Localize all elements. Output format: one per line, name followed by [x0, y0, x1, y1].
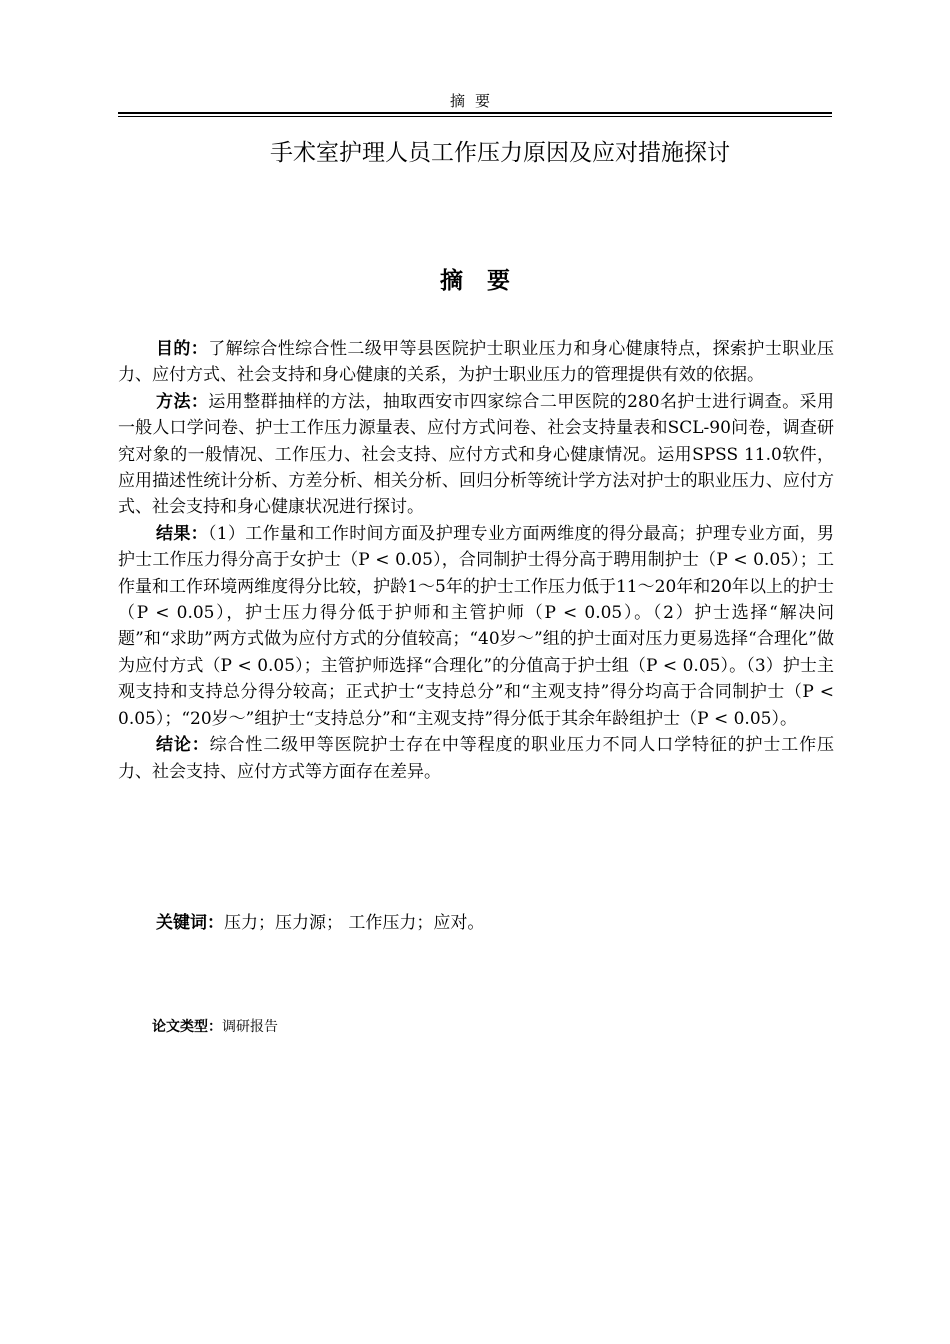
keywords-label: 关键词：	[156, 913, 224, 933]
keywords-line	[156, 910, 484, 936]
paper-type-label: 论文类型：	[152, 1019, 222, 1035]
paper-type-text: 调研报告	[222, 1019, 278, 1035]
objective-label: 目的：	[156, 339, 209, 359]
results-paragraph	[118, 521, 834, 732]
methods-label: 方法：	[156, 391, 209, 412]
results-label: 结果：	[156, 523, 208, 544]
header-rule-thin	[118, 116, 832, 117]
conclusion-label: 结论：	[156, 735, 210, 756]
results-text: （1）工作量和工作时间方面及护理专业方面两维度的得分最高；护理专业方面，男护士工作压力得分高于女护士（P < 0.05），合同制护士得分高于聘用制护士（P < 0.05）；工作量和工作环境两维度得分比较，护龄1～5年的护士工作压力低于11～20年和20年以上的护士（P < 0.05），护士压力得分低于护师和主管护师（P < 0.05）。（2）护士选择“解决问题”和“求助”两方式做为应付方式的分值较高；“40岁～”组的护士面对压力更易选择“合理化”做为应付方式（P < 0.05）；主管护师选择“合理化”的分值高于护士组（P < 0.05）。（3）护士主观支持和支持总分得分较高；正式护士“支持总分”和“主观支持”得分均高于合同制护士（P < 0.05）；“20岁～”组护士“支持总分”和“主观支持”得分低于其余年龄组护士（P < 0.05）。	[118, 523, 834, 729]
objective-text: 了解综合性综合性二级甲等县医院护士职业压力和身心健康特点，探索护士职业压力、应付方式、社会支持和身心健康的关系，为护士职业压力的管理提供有效的依据。	[118, 339, 835, 386]
paper-type-line	[152, 1017, 278, 1037]
abstract-body	[118, 336, 834, 785]
abstract-heading: 摘要	[440, 268, 534, 294]
keywords-text: 压力；压力源； 工作压力；应对。	[224, 913, 485, 933]
conclusion-paragraph	[118, 732, 834, 785]
methods-paragraph	[118, 389, 834, 521]
methods-text: 运用整群抽样的方法，抽取西安市四家综合二甲医院的280名护士进行调查。采用一般人口学问卷、护士工作压力源量表、应付方式问卷、社会支持量表和SCL-90问卷，调查研究对象的一般情况、工作压力、社会支持、应付方式和身心健康情况。运用SPSS 11.0软件，应用描述性统计分析、方差分析、相关分析、回归分析等统计学方法对护士的职业压力、应付方式、社会支持和身心健康状况进行探讨。	[118, 391, 834, 518]
conclusion-text: 综合性二级甲等医院护士存在中等程度的职业压力不同人口学特征的护士工作压力、社会支持、应付方式等方面存在差异。	[118, 735, 835, 782]
running-header: 摘要	[449, 92, 500, 110]
objective-paragraph	[118, 336, 834, 389]
header-rule	[118, 112, 832, 114]
document-title: 手术室护理人员工作压力原因及应对措施探讨	[270, 140, 730, 166]
